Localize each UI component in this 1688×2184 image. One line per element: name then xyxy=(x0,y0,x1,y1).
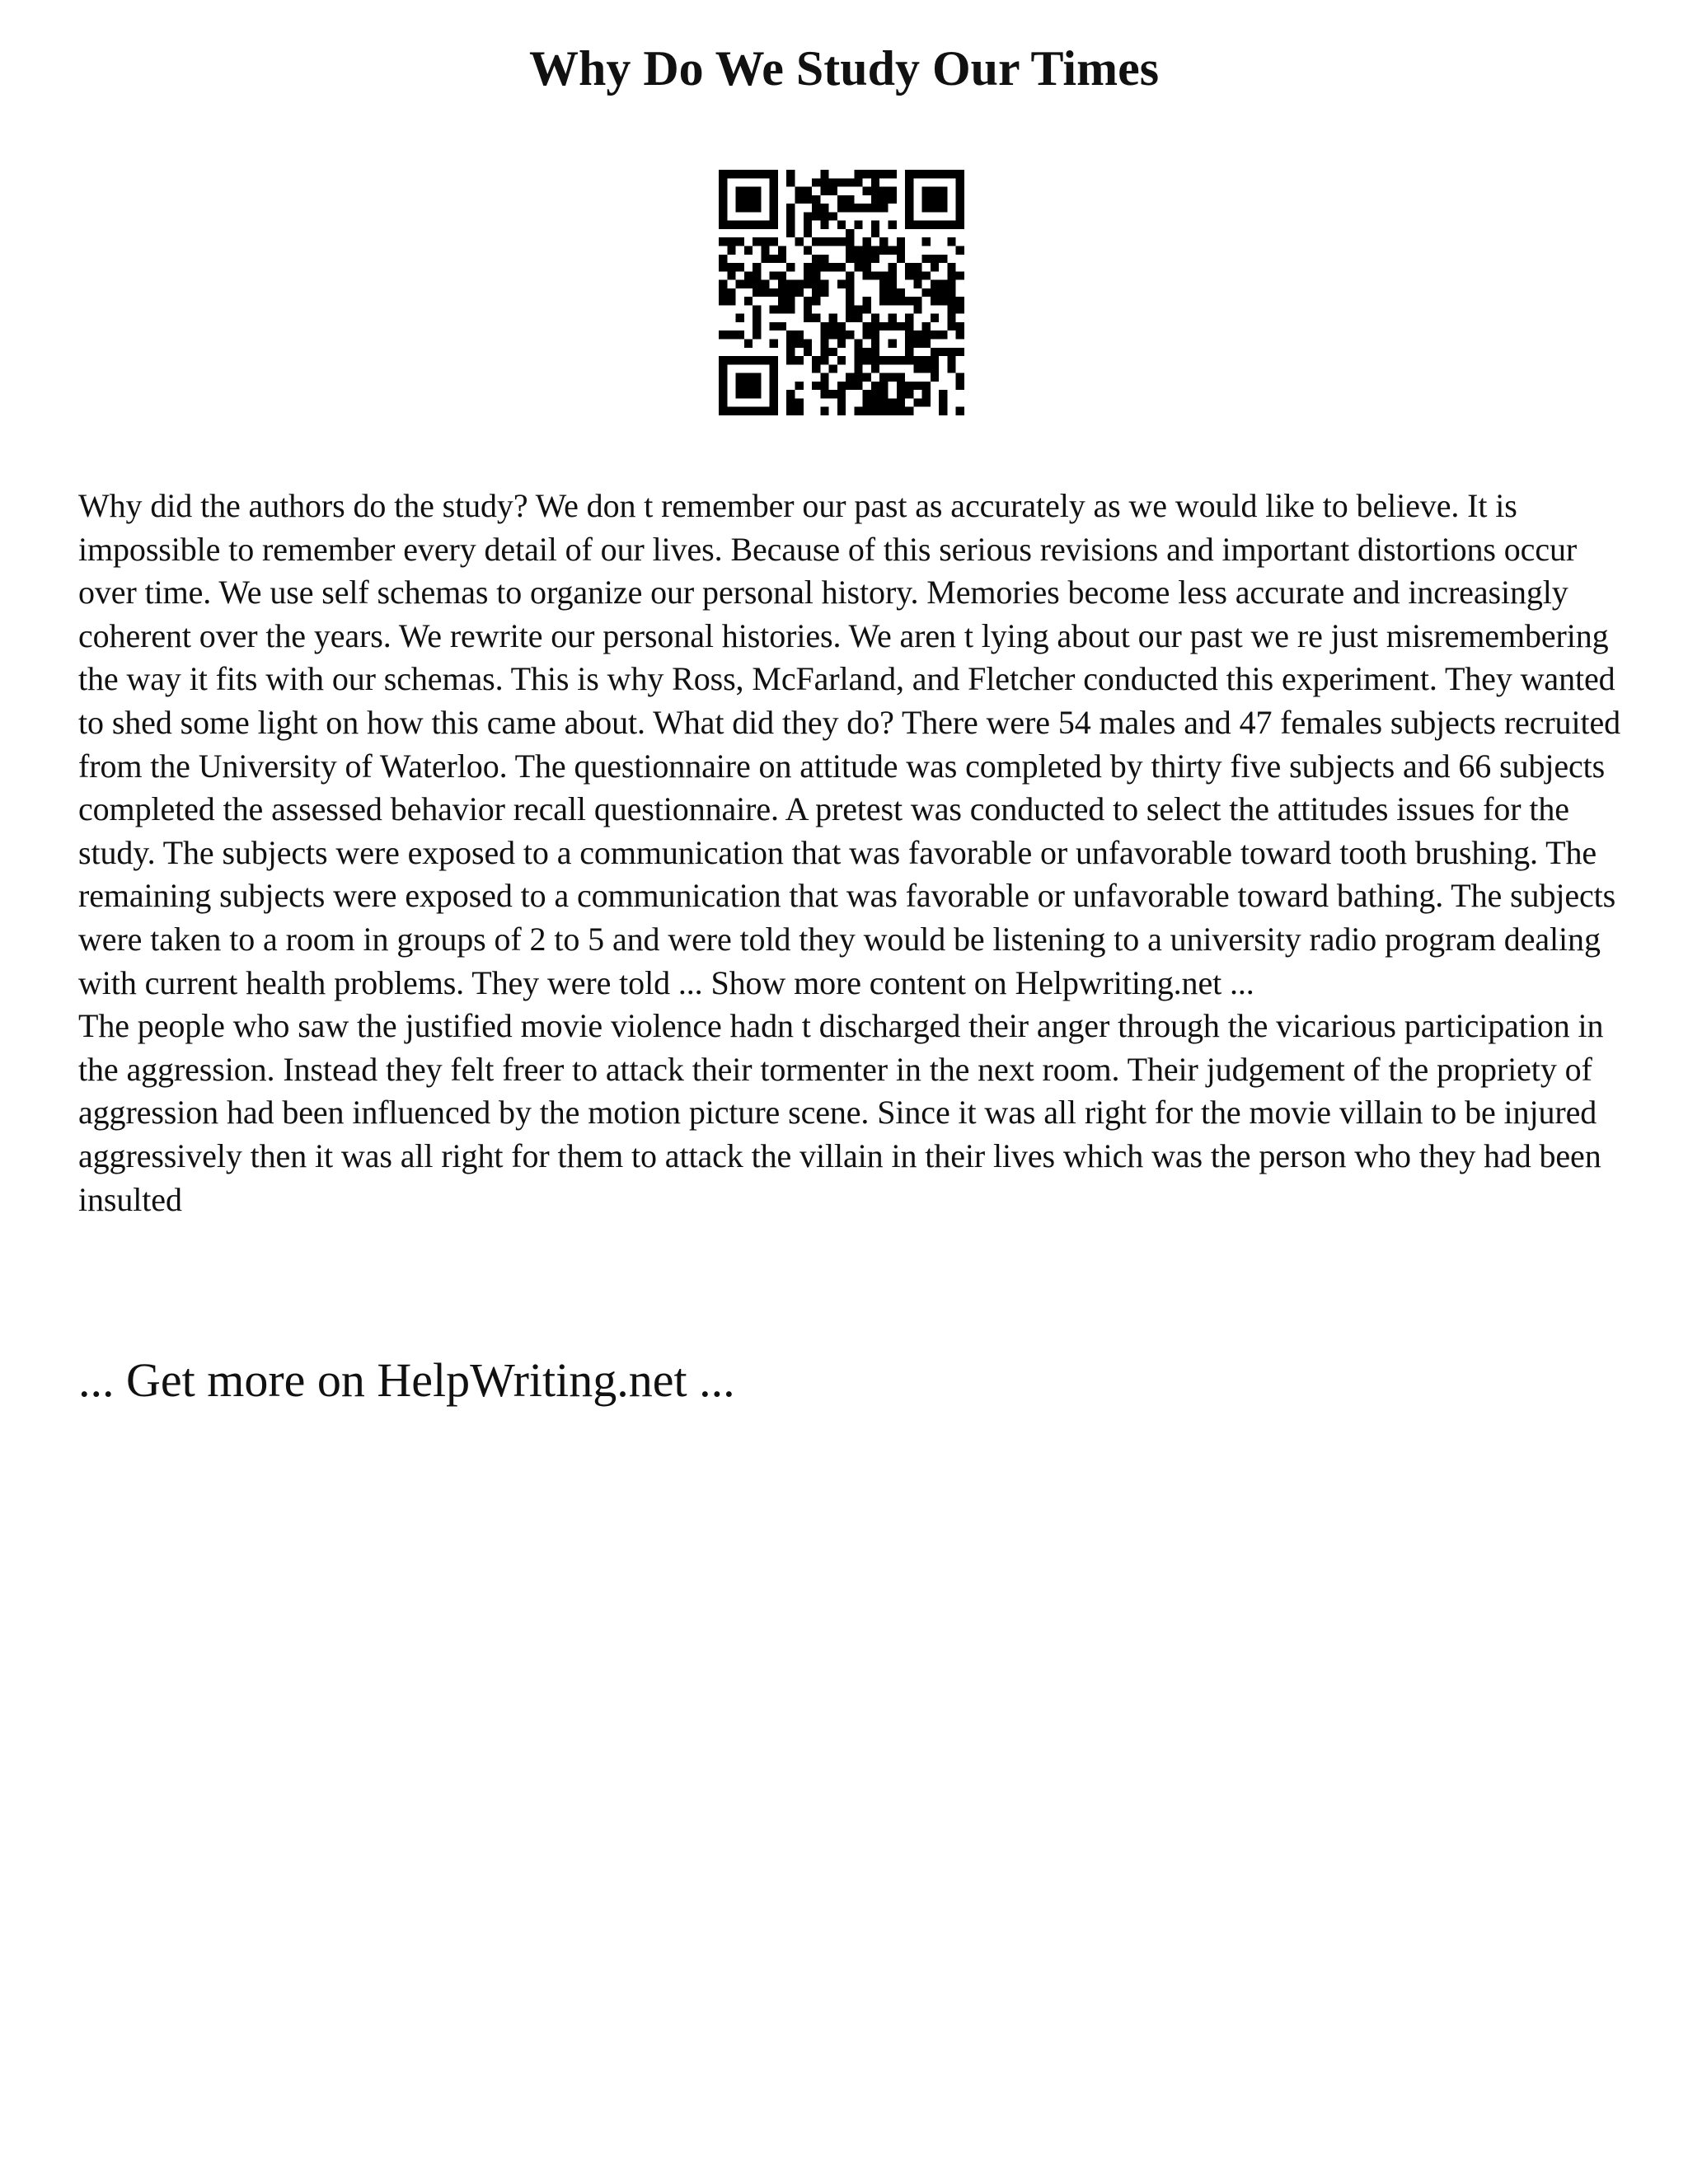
page-title: Why Do We Study Our Times xyxy=(528,41,1160,96)
document-body xyxy=(78,485,1628,1221)
paragraph-aggression: The people who saw the justified movie violence hadn t discharged their anger through the vicarious participation in the aggression. Instead they felt freer to attack their tormenter in the next room. Their judgement of the propriety of aggression had been influenced by the motion picture scene. Since it was all right for the movie villain to be injured aggressively then it was all right for them to attack the villain in their lives which was the person who they had been insulted xyxy=(78,1007,1604,1218)
get-more-link[interactable]: ... Get more on HelpWriting.net ... xyxy=(78,1353,735,1407)
qr-code-icon[interactable] xyxy=(719,170,964,415)
paragraph-study-summary: Why did the authors do the study? We don t remember our past as accurately as we would like to believe. It is impossible to remember every detail of our lives. Because of this serious revisions and important distortions occur over time. We use self schemas to organize our personal history. Memories become less accurate and increasingly coherent over the years. We rewrite our personal histories. We aren t lying about our past we re just misremembering the way it fits with our schemas. This is why Ross, McFarland, and Fletcher conducted this experiment. They wanted to shed some light on how this came about. What did they do? There were 54 males and 47 females subjects recruited from the University of Waterloo. The questionnaire on attitude was completed by thirty five subjects and 66 subjects completed the assessed behavior recall questionnaire. A pretest was conducted to select the attitudes issues for the study. The subjects were exposed to a communication that was favorable or unfavorable toward tooth brushing. The remaining subjects were exposed to a communication that was favorable or unfavorable toward bathing. The subjects were taken to a room in groups of 2 to 5 and were told they would be listening to a university radio program dealing with current health problems. They were told ... Show more content on Helpwriting.net ... xyxy=(78,487,1621,1001)
